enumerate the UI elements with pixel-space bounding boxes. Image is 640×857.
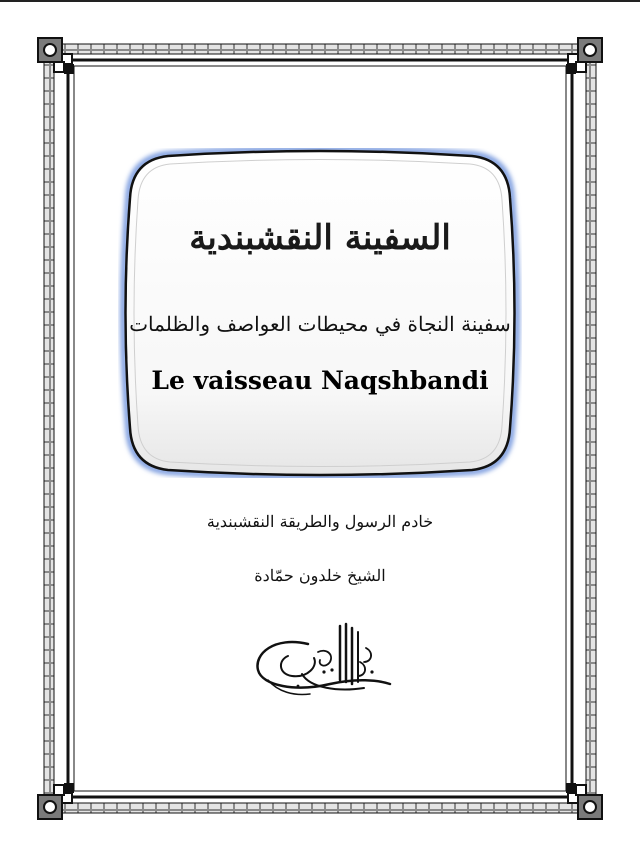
corner-ornament-top-right — [566, 38, 602, 74]
corner-ornament-top-left — [38, 38, 74, 74]
calligraphy-signature-seal — [248, 622, 396, 704]
title-panel — [118, 148, 522, 478]
book-subtitle-arabic: سفينة النجاة في محيطات العواصف والظلمات — [129, 312, 511, 336]
author-role: خادم الرسول والطريقة النقشبندية — [206, 512, 434, 531]
book-title-arabic: السفينة النقشبندية — [189, 218, 451, 258]
author-name: الشيخ خلدون حمّادة — [254, 566, 386, 585]
book-title-french: Le vaisseau Naqshbandi — [151, 366, 489, 395]
border-band-left — [44, 62, 54, 795]
corner-ornament-bottom-left — [38, 783, 74, 819]
border-band-bottom — [62, 803, 578, 813]
border-band-top — [62, 44, 578, 54]
corner-ornament-bottom-right — [566, 783, 602, 819]
border-band-right — [586, 62, 596, 795]
